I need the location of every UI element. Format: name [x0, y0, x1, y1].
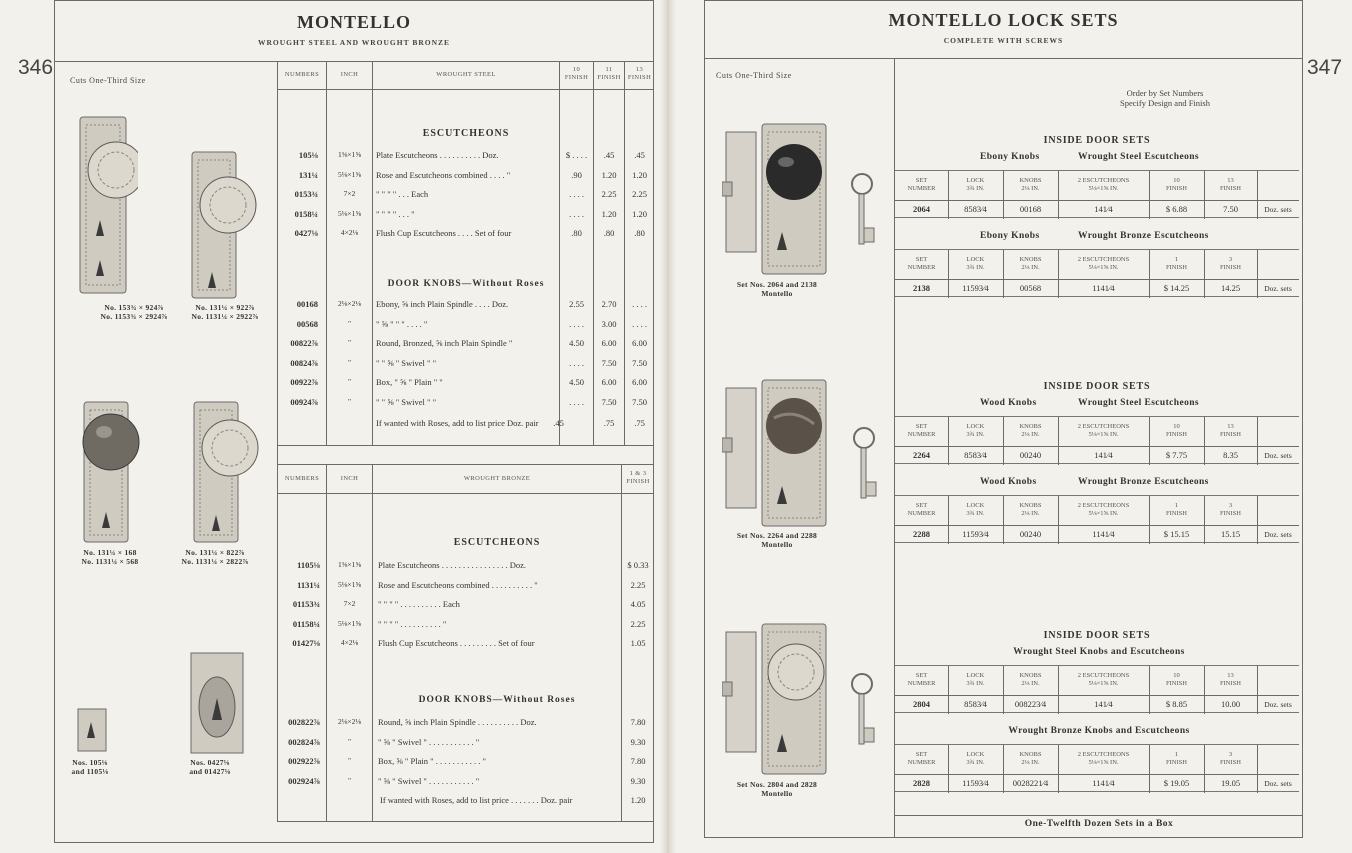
row-inch: 4×2⅛: [340, 638, 359, 647]
lock-set-table: [895, 495, 1299, 543]
row-finish-13: . . . .: [632, 318, 647, 329]
cell-unit: Doz. sets: [1264, 779, 1292, 788]
cell-unit: Doz. sets: [1264, 451, 1292, 460]
table-row: [278, 776, 652, 790]
table-divider: [895, 695, 1299, 696]
cell-pb: 7.50: [1223, 204, 1238, 214]
row-finish-10: 4.50: [569, 338, 584, 348]
flush-cup-illustration: [190, 652, 244, 754]
table-row: [278, 377, 652, 391]
row-number: 0427⅛: [294, 228, 318, 238]
row-description: Box, " ⅝ " Plain " ": [376, 377, 443, 387]
group-heading: INSIDE DOOR SETS: [1043, 135, 1151, 146]
group-subheading-1-escutcheons: Wrought Steel Escutcheons: [1078, 398, 1200, 408]
cell-lock: 11593⁄4: [962, 778, 989, 788]
cell-unit: Doz. sets: [1264, 700, 1292, 709]
row-inch: 4×2⅛: [340, 228, 359, 237]
col-header: SET NUMBER: [907, 751, 936, 766]
steel-header-f13: 13 FINISH: [627, 66, 652, 81]
cell-set: 2288: [913, 529, 930, 539]
table-divider: [895, 774, 1299, 775]
col-header: KNOBS 2⅛ IN.: [1019, 672, 1042, 687]
row-description: Rose and Escutcheons combined . . . . ": [376, 169, 511, 180]
steel-note-f13: .75: [634, 418, 645, 428]
group-subheading-2-escutcheons: Wrought Bronze Escutcheons: [1078, 231, 1209, 241]
row-description: " " " " . . . Each: [376, 189, 429, 199]
bronze-section-escutcheons: ESCUTCHEONS: [453, 537, 541, 548]
col-header: LOCK 3¾ IN.: [966, 502, 985, 517]
cell-set: 2138: [913, 283, 930, 293]
row-description: Flush Cup Escutcheons . . . . . . . . . Set of four: [378, 638, 535, 648]
row-finish-11: 6.00: [601, 338, 617, 348]
steel-header-f11: 11 FINISH: [597, 66, 621, 81]
row-inch: ": [347, 318, 352, 328]
row-finish-10: . . . .: [569, 189, 584, 199]
cell-esc: 141⁄4: [1094, 450, 1113, 460]
row-finish-10: . . . .: [569, 357, 584, 368]
caption-knob-1: No. 153¾ × 924⅞ No. 1153¾ × 2924⅞: [100, 303, 168, 321]
row-description: " " ⅝ " Swivel " ": [376, 357, 437, 368]
col-header: 13 FINISH: [1220, 177, 1241, 192]
cell-pb: 10.00: [1220, 699, 1241, 709]
row-number: 002822⅞: [288, 717, 320, 727]
knob-illustration-3: [80, 400, 145, 545]
cell-pa: $ 7.75: [1165, 450, 1188, 460]
right-title: MONTELLO LOCK SETS: [888, 10, 1119, 30]
steel-section-knobs: DOOR KNOBS—Without Roses: [387, 279, 545, 289]
footer-rule: [895, 815, 1303, 816]
row-number: 00922⅞: [290, 377, 318, 387]
cell-set: 2804: [913, 699, 930, 709]
steel-note-f10: .45: [553, 418, 564, 428]
row-price: 7.80: [630, 756, 646, 766]
row-inch: ": [347, 775, 352, 785]
cell-set: 2064: [913, 204, 930, 214]
cell-esc: 1141⁄4: [1092, 283, 1115, 293]
row-finish-10: .80: [571, 228, 582, 238]
cell-lock: 11593⁄4: [962, 283, 989, 293]
steel-note-row: [278, 418, 652, 432]
table-row: [278, 397, 652, 411]
row-finish-11: 2.25: [601, 189, 617, 199]
col-header: 1 FINISH: [1166, 502, 1187, 517]
cell-pb: 19.05: [1220, 778, 1241, 788]
bronze-header-numbers: NUMBERS: [284, 475, 320, 482]
table-row: [278, 189, 652, 203]
book-gutter: [660, 0, 676, 853]
row-number: 01427⅛: [292, 638, 320, 648]
lock-set-table: [895, 416, 1299, 464]
col-header: LOCK 3¾ IN.: [966, 177, 985, 192]
caption-plate-small: Nos. 105⅛ and 1105⅛: [71, 758, 109, 776]
cell-esc: 141⁄4: [1094, 699, 1113, 709]
col-header: 10 FINISH: [1166, 177, 1187, 192]
col-header: 1 FINISH: [1166, 751, 1187, 766]
cell-knobs: 00168: [1019, 204, 1042, 214]
cell-lock: 8583⁄4: [964, 699, 987, 709]
cell-knobs: 008223⁄4: [1014, 699, 1047, 709]
col-header: LOCK 3¾ IN.: [966, 423, 985, 438]
steel-note-desc: If wanted with Roses, add to list price Doz. pair: [376, 418, 539, 428]
table-divider: [895, 525, 1299, 526]
row-inch: 5⅛×1⅝: [338, 579, 361, 589]
right-cuts-label: Cuts One-Third Size: [716, 71, 792, 80]
row-finish-11: 7.50: [601, 357, 617, 368]
col-header: LOCK 3¾ IN.: [966, 256, 985, 271]
row-number: 0158¼: [294, 208, 318, 219]
table-row: [278, 319, 652, 333]
row-finish-13: 6.00: [632, 338, 647, 348]
bronze-top-rule: [277, 445, 654, 446]
knob-illustration-1: [78, 115, 138, 295]
cell-pb: 8.35: [1223, 450, 1238, 460]
col-header: KNOBS 2⅛ IN.: [1019, 256, 1042, 271]
order-note-1: Order by Set Numbers: [1126, 88, 1204, 98]
row-price: 2.25: [630, 618, 646, 629]
row-description: Box, ⅝ " Plain " . . . . . . . . . . . ": [378, 756, 486, 766]
row-inch: 1⅝×1⅝: [338, 560, 361, 569]
table-row: [278, 150, 652, 164]
row-finish-13: 1.20: [632, 169, 647, 180]
col-header: 13 FINISH: [1220, 672, 1241, 687]
row-inch: 5⅛×1⅝: [338, 208, 361, 218]
row-finish-10: 2.55: [569, 299, 584, 309]
row-price: 7.80: [630, 717, 646, 727]
row-inch: 2⅛×2⅛: [338, 717, 361, 726]
table-divider: [895, 279, 1299, 280]
col-header: KNOBS 2⅛ IN.: [1019, 423, 1042, 438]
row-number: 01153¾: [292, 599, 320, 609]
col-header: LOCK 3¾ IN.: [966, 672, 985, 687]
group-heading: INSIDE DOOR SETS: [1043, 381, 1151, 392]
steel-header-inch: INCH: [340, 71, 359, 78]
caption-knob-2: No. 131¼ × 922⅞ No. 1131¼ × 2922⅞: [191, 303, 259, 321]
cell-lock: 8583⁄4: [964, 204, 987, 214]
steel-section-escutcheons: ESCUTCHEONS: [422, 128, 510, 139]
row-finish-10: . . . .: [569, 208, 584, 219]
col-header: 2 ESCUTCHEONS 5⅛×1⅝ IN.: [1077, 423, 1130, 438]
page-number-right: 347: [1307, 56, 1343, 79]
row-finish-13: .80: [634, 228, 645, 238]
lock-set-table: [895, 744, 1299, 792]
row-finish-13: 6.00: [632, 377, 647, 387]
lock-set-table: [895, 170, 1299, 218]
row-description: " ⅝ " " " . . . . ": [376, 318, 428, 329]
row-price: 1.05: [630, 638, 646, 648]
row-inch: ": [347, 357, 352, 367]
table-row: [278, 560, 652, 574]
col-header: 1 FINISH: [1166, 256, 1187, 271]
table-row: [278, 619, 652, 633]
row-inch: ": [347, 377, 352, 386]
bronze-header-inch: INCH: [340, 475, 359, 482]
cell-pa: $ 6.88: [1165, 204, 1188, 214]
col-header: 2 ESCUTCHEONS 5⅛×1⅝ IN.: [1077, 502, 1130, 517]
col-header: 13 FINISH: [1220, 423, 1241, 438]
table-row: [278, 756, 652, 770]
cell-lock: 11593⁄4: [962, 529, 989, 539]
table-row: [278, 299, 652, 313]
row-number: 002824⅞: [288, 736, 320, 747]
row-price: 9.30: [630, 775, 646, 786]
table-row: [278, 638, 652, 652]
col-header: 2 ESCUTCHEONS 5⅛×1⅝ IN.: [1077, 751, 1130, 766]
left-title: MONTELLO: [296, 12, 411, 32]
row-description: Plate Escutcheons . . . . . . . . . . Doz.: [376, 150, 499, 160]
row-number: 105⅛: [298, 150, 318, 160]
lock-set-table: [895, 665, 1299, 713]
cell-set: 2264: [913, 450, 930, 460]
table-row: [278, 737, 652, 751]
row-description: " " " " . . . . . . . . . . ": [378, 618, 447, 629]
cell-knobs: 00240: [1019, 529, 1042, 539]
knob-illustration-4: [190, 400, 260, 545]
table-row: [278, 358, 652, 372]
row-finish-10: $ . . . .: [565, 150, 588, 160]
col-header: 2 ESCUTCHEONS 5⅛×1⅝ IN.: [1077, 672, 1130, 687]
row-finish-11: 1.20: [601, 208, 617, 219]
row-finish-13: . . . .: [632, 299, 647, 309]
row-number: 00924⅞: [290, 396, 318, 407]
row-finish-11: 2.70: [601, 299, 617, 309]
cell-lock: 8583⁄4: [964, 450, 987, 460]
right-subtitle: COMPLETE WITH SCREWS: [943, 36, 1064, 45]
page-number-left: 346: [18, 56, 54, 79]
lock-set-illustration-2: [722, 378, 882, 528]
right-title-rule: [704, 58, 1303, 59]
row-description: " " " " . . . ": [376, 208, 415, 219]
row-finish-11: 7.50: [601, 396, 617, 407]
row-description: Plate Escutcheons . . . . . . . . . . . . . . . . Doz.: [378, 560, 527, 570]
col-header: KNOBS 2⅛ IN.: [1019, 751, 1042, 766]
row-finish-10: .90: [571, 169, 582, 180]
cell-esc: 1141⁄4: [1092, 529, 1115, 539]
row-description: " ⅝ " Swivel " . . . . . . . . . . . ": [378, 736, 480, 747]
row-inch: 5⅛×1⅝: [338, 169, 361, 179]
col-header: 10 FINISH: [1166, 672, 1187, 687]
cell-set: 2828: [913, 778, 930, 788]
group-subheading-2-knobs: Ebony Knobs: [980, 231, 1040, 241]
right-footer: One-Twelfth Dozen Sets in a Box: [1024, 819, 1174, 829]
plate-escutcheon-illustration: [77, 708, 107, 752]
group-subheading-2-escutcheons: Wrought Bronze Escutcheons: [1078, 477, 1209, 487]
row-number: 002922⅞: [288, 756, 320, 766]
caption-plate-cup: Nos. 0427⅛ and 01427⅛: [189, 758, 231, 776]
group-heading: INSIDE DOOR SETS: [1043, 630, 1151, 641]
row-inch: 7×2: [343, 599, 356, 608]
row-number: 00568: [296, 318, 318, 329]
cell-knobs: 0028221⁄4: [1012, 778, 1049, 788]
lock-set-illustration-1: [722, 122, 882, 277]
row-finish-13: 7.50: [632, 357, 647, 368]
col-header: 3 FINISH: [1220, 256, 1241, 271]
bronze-header-desc: WROUGHT BRONZE: [463, 475, 531, 482]
row-inch: ": [347, 338, 352, 347]
table-row: [278, 170, 652, 184]
row-number: 0153¾: [294, 189, 318, 199]
cell-esc: 141⁄4: [1094, 204, 1113, 214]
caption-set-3: Set Nos. 2804 and 2828 Montello: [736, 780, 818, 798]
row-inch: ": [347, 736, 352, 746]
row-description: " " " " . . . . . . . . . . Each: [378, 599, 460, 609]
bronze-note-row: [278, 795, 652, 809]
col-header: SET NUMBER: [907, 672, 936, 687]
col-header: LOCK 3¾ IN.: [966, 751, 985, 766]
row-finish-11: .80: [603, 228, 615, 238]
group-subheading-1-escutcheons: Wrought Steel Escutcheons: [1078, 152, 1200, 162]
steel-header-f10: 10 FINISH: [564, 66, 589, 81]
table-row: [278, 228, 652, 242]
group-subheading-2: Wrought Bronze Knobs and Escutcheons: [1008, 726, 1190, 736]
row-finish-13: 7.50: [632, 396, 647, 407]
row-description: Round, Bronzed, ⅝ inch Plain Spindle ": [376, 338, 513, 348]
caption-set-1: Set Nos. 2064 and 2138 Montello: [736, 280, 818, 298]
steel-header-rule: [277, 89, 654, 90]
row-finish-13: 1.20: [632, 208, 647, 219]
row-inch: 5⅛×1⅝: [338, 618, 361, 628]
col-header: SET NUMBER: [907, 502, 936, 517]
row-description: Round, ⅝ inch Plain Spindle . . . . . . . . . . Doz.: [378, 717, 537, 727]
row-number: 01158¼: [292, 618, 320, 629]
row-finish-11: .45: [603, 150, 615, 160]
cell-pa: $ 19.05: [1163, 778, 1190, 788]
cell-unit: Doz. sets: [1264, 205, 1292, 214]
row-number: 1105⅛: [297, 560, 320, 570]
row-description: " ⅝ " Swivel " . . . . . . . . . . . ": [378, 775, 480, 786]
col-header: SET NUMBER: [907, 423, 936, 438]
col-header: KNOBS 2⅛ IN.: [1019, 502, 1042, 517]
cell-knobs: 00240: [1019, 450, 1042, 460]
table-row: [278, 338, 652, 352]
group-subheading-1-knobs: Ebony Knobs: [980, 152, 1040, 162]
bronze-note-desc: If wanted with Roses, add to list price . . . . . . . Doz. pair: [380, 795, 573, 805]
row-description: " " ⅝ " Swivel " ": [376, 396, 437, 407]
row-inch: 2⅛×2⅛: [338, 299, 361, 308]
lock-set-table: [895, 249, 1299, 297]
cell-pa: $ 15.15: [1163, 529, 1190, 539]
col-header: 3 FINISH: [1220, 502, 1241, 517]
row-finish-11: 1.20: [601, 169, 617, 180]
col-header: SET NUMBER: [907, 177, 936, 192]
steel-header-numbers: NUMBERS: [284, 71, 320, 78]
steel-note-f11: .75: [603, 418, 615, 428]
col-header: 3 FINISH: [1220, 751, 1241, 766]
table-row: [278, 599, 652, 613]
row-finish-10: . . . .: [569, 396, 584, 407]
bronze-section-knobs: DOOR KNOBS—Without Roses: [418, 695, 576, 705]
row-finish-11: 6.00: [601, 377, 617, 387]
bronze-note-price: 1.20: [630, 795, 646, 805]
row-inch: 1⅝×1⅝: [338, 150, 361, 159]
group-subheading-1: Wrought Steel Knobs and Escutcheons: [1013, 647, 1185, 657]
row-price: 2.25: [630, 579, 646, 590]
row-finish-11: 3.00: [601, 318, 617, 329]
row-finish-10: . . . .: [569, 318, 584, 329]
row-price: 9.30: [630, 736, 646, 747]
cell-unit: Doz. sets: [1264, 284, 1292, 293]
cell-pa: $ 14.25: [1163, 283, 1190, 293]
caption-knob-4: No. 131¼ × 822⅞ No. 1131¼ × 2822⅞: [181, 548, 249, 566]
row-number: 002924⅞: [288, 775, 320, 786]
row-number: 00822⅞: [290, 338, 318, 348]
left-cuts-label: Cuts One-Third Size: [70, 76, 146, 85]
lock-set-illustration-3: [722, 622, 882, 777]
table-row: [278, 580, 652, 594]
table-divider: [895, 200, 1299, 201]
table-row: [278, 717, 652, 731]
cell-pa: $ 8.85: [1165, 699, 1188, 709]
row-description: Ebony, ⅝ inch Plain Spindle . . . . Doz.: [376, 299, 509, 309]
cell-unit: Doz. sets: [1264, 530, 1292, 539]
bronze-header-top-rule: [277, 464, 654, 465]
steel-header-desc: WROUGHT STEEL: [436, 71, 496, 78]
row-number: 00168: [296, 299, 318, 309]
col-header: KNOBS 2⅛ IN.: [1019, 177, 1042, 192]
row-finish-10: 4.50: [569, 377, 584, 387]
cell-pb: 15.15: [1220, 529, 1241, 539]
group-subheading-2-knobs: Wood Knobs: [980, 477, 1037, 487]
row-inch: ": [347, 396, 352, 406]
caption-set-2: Set Nos. 2264 and 2288 Montello: [736, 531, 818, 549]
left-table-bottom-rule: [277, 821, 654, 822]
col-header: 2 ESCUTCHEONS 5⅛×1⅝ IN.: [1077, 177, 1130, 192]
bronze-header-f13: 1 & 3 FINISH: [626, 470, 650, 485]
col-header: 10 FINISH: [1166, 423, 1187, 438]
cell-knobs: 00568: [1019, 283, 1042, 293]
row-price: 4.05: [630, 599, 646, 609]
row-number: 00824⅞: [290, 357, 318, 368]
group-subheading-1-knobs: Wood Knobs: [980, 398, 1037, 408]
cell-esc: 1141⁄4: [1092, 778, 1115, 788]
left-subtitle: WROUGHT STEEL AND WROUGHT BRONZE: [257, 38, 451, 47]
row-price: $ 0.33: [627, 560, 649, 570]
order-note-2: Specify Design and Finish: [1120, 98, 1210, 108]
row-finish-13: 2.25: [632, 189, 647, 199]
row-description: Flush Cup Escutcheons . . . . Set of four: [376, 228, 512, 238]
left-title-rule: [54, 61, 654, 62]
row-number: 1131¼: [297, 579, 320, 590]
row-description: Rose and Escutcheons combined . . . . . . . . . . ": [378, 579, 538, 590]
caption-knob-3: No. 131¼ × 168 No. 1131¼ × 568: [81, 548, 139, 566]
table-row: [278, 209, 652, 223]
row-number: 131¼: [298, 169, 318, 180]
row-finish-13: .45: [634, 150, 645, 160]
col-header: 2 ESCUTCHEONS 5⅛×1⅝ IN.: [1077, 256, 1130, 271]
row-inch: ": [347, 756, 352, 765]
knob-illustration-2: [190, 150, 260, 300]
table-divider: [895, 446, 1299, 447]
row-inch: 7×2: [343, 189, 356, 198]
col-header: SET NUMBER: [907, 256, 936, 271]
cell-pb: 14.25: [1220, 283, 1241, 293]
bronze-header-rule: [277, 493, 654, 494]
